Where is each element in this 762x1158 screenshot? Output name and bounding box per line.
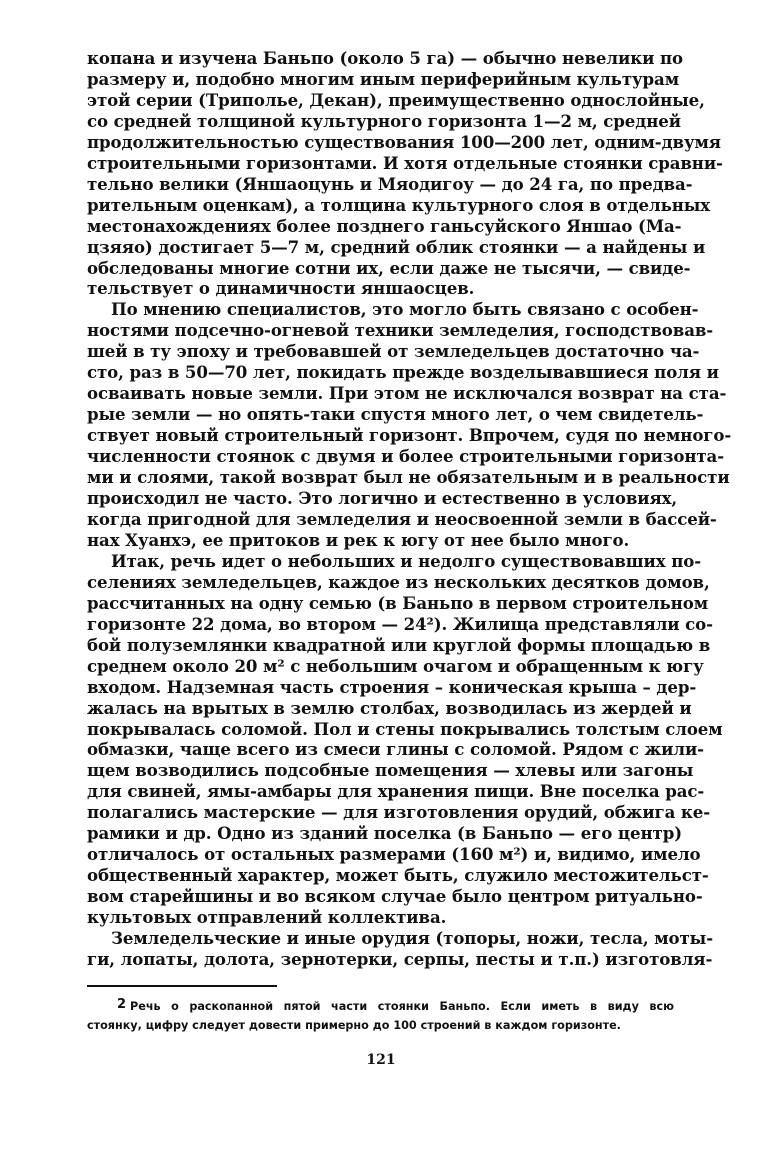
text-line: для свиней, ямы-амбары для хранения пищи. Вне поселка рас- (87, 781, 705, 802)
text-line: обмазки, чаще всего из смеси глины с соломой. Рядом с жили- (87, 739, 704, 760)
text-line: нах Хуанхэ, ее притоков и рек к югу от нее было много. (87, 529, 630, 550)
paragraph-2 (87, 299, 732, 550)
text-line: горизонте 22 дома, во втором — 24²). Жилища представляли со- (87, 613, 713, 634)
text-line: размеру и, подобно многим иным периферийным культурам (87, 68, 680, 89)
text-line: ми и слоями, такой возврат был не обязательным и в реальности (87, 467, 730, 488)
text-line: со средней толщиной культурного горизонта 1—2 м, средней (87, 110, 681, 131)
text-line: По мнению специалистов, это могло быть связано с особен- (111, 299, 699, 320)
footnote-line (87, 995, 674, 1016)
text-line: рительным оценкам), а толщина культурного слоя в отдельных (87, 194, 711, 215)
text-line: этой серии (Триполье, Декан), преимущественно однослойные, (87, 89, 705, 110)
footnote-text: Речь о раскопанной пятой части стоянки Баньпо. Если иметь в виду всю (130, 1000, 674, 1013)
text-line: покрывалась соломой. Пол и стены покрывались толстым слоем (87, 718, 723, 739)
footnote-divider (87, 985, 277, 987)
text-line: цзяяо) достигает 5—7 м, средний облик стоянки — а найдены и (87, 236, 706, 257)
text-line: жалась на врытых в землю столбах, возводилась из жердей и (87, 697, 692, 718)
text-line: осваивать новые земли. При этом не исключался возврат на ста- (87, 383, 727, 404)
text-line: численности стоянок с двумя и более строительными горизонта- (87, 446, 725, 467)
text-line: копана и изучена Баньпо (около 5 га) — обычно невелики по (87, 48, 683, 68)
text-line: когда пригодной для земледелия и неосвоенной земли в бассей- (87, 508, 717, 529)
text-line: среднем около 20 м² с небольшим очагом и обращенным к югу (87, 655, 704, 676)
text-line: общественный характер, может быть, служило местожительст- (87, 865, 709, 886)
text-line: тельно велики (Яншаоцунь и Мяодигоу — до 24 га, по предва- (87, 173, 693, 194)
footnote-line: стоянку, цифру следует довести примерно до 100 строений в каждом горизонте. (87, 1019, 621, 1032)
text-line: сто, раз в 50—70 лет, покидать прежде возделывавшиеся поля и (87, 362, 719, 383)
text-line: строительными горизонтами. И хотя отдельные стоянки сравни- (87, 152, 723, 173)
text-line: шей в ту эпоху и требовавшей от земледельцев достаточно ча- (87, 341, 700, 362)
text-line: бой полуземлянки квадратной или круглой формы площадью в (87, 634, 711, 655)
text-line: рассчитанных на одну семью (в Баньпо в первом строительном (87, 592, 709, 613)
text-line: полагались мастерские — для изготовления орудий, обжига ке- (87, 802, 711, 823)
text-line: культовых отправлений коллектива. (87, 907, 447, 928)
text-line: ги, лопаты, долота, зернотерки, серпы, песты и т.п.) изготовля- (87, 948, 713, 969)
text-line: тельствует о динамичности яншаосцев. (87, 278, 475, 299)
text-line: обследованы многие сотни их, если даже не тысячи, — свиде- (87, 257, 691, 278)
text-line: ствует новый строительный горизонт. Впрочем, судя по немного- (87, 425, 732, 446)
paragraph-4 (87, 928, 713, 970)
paragraph-1 (87, 48, 723, 299)
page-number: 121 (366, 1052, 396, 1068)
text-line: продолжительностью существования 100—200 лет, одним-двумя (87, 131, 721, 152)
text-line: щем возводились подсобные помещения — хлевы или загоны (87, 760, 694, 781)
text-line: рые земли — но опять-таки спустя много лет, о чем свидетель- (87, 404, 704, 425)
text-line: Земледельческие и иные орудия (топоры, ножи, тесла, моты- (111, 928, 713, 949)
page-body (87, 48, 732, 970)
text-line: рамики и др. Одно из зданий поселка (в Баньпо — его центр) (87, 823, 682, 844)
text-line: происходил не часто. Это логично и естественно в условиях, (87, 488, 678, 509)
text-line: входом. Надземная часть строения – коническая крыша – дер- (87, 676, 697, 697)
text-line: селениях земледельцев, каждое из нескольких десятков домов, (87, 571, 710, 592)
text-line: отличалось от остальных размерами (160 м²) и, видимо, имело (87, 844, 701, 865)
text-line: ностями подсечно-огневой техники земледелия, господствовав- (87, 320, 714, 341)
paragraph-3 (87, 550, 723, 928)
text-line: местонахождениях более позднего ганьсуйского Яншао (Ма- (87, 215, 682, 236)
text-line: Итак, речь идет о небольших и недолго существовавших по- (111, 550, 702, 571)
footnote (87, 995, 674, 1035)
text-line: вом старейшины и во всяком случае было центром ритуально- (87, 886, 703, 907)
footnote-marker: 2 (117, 997, 127, 1012)
